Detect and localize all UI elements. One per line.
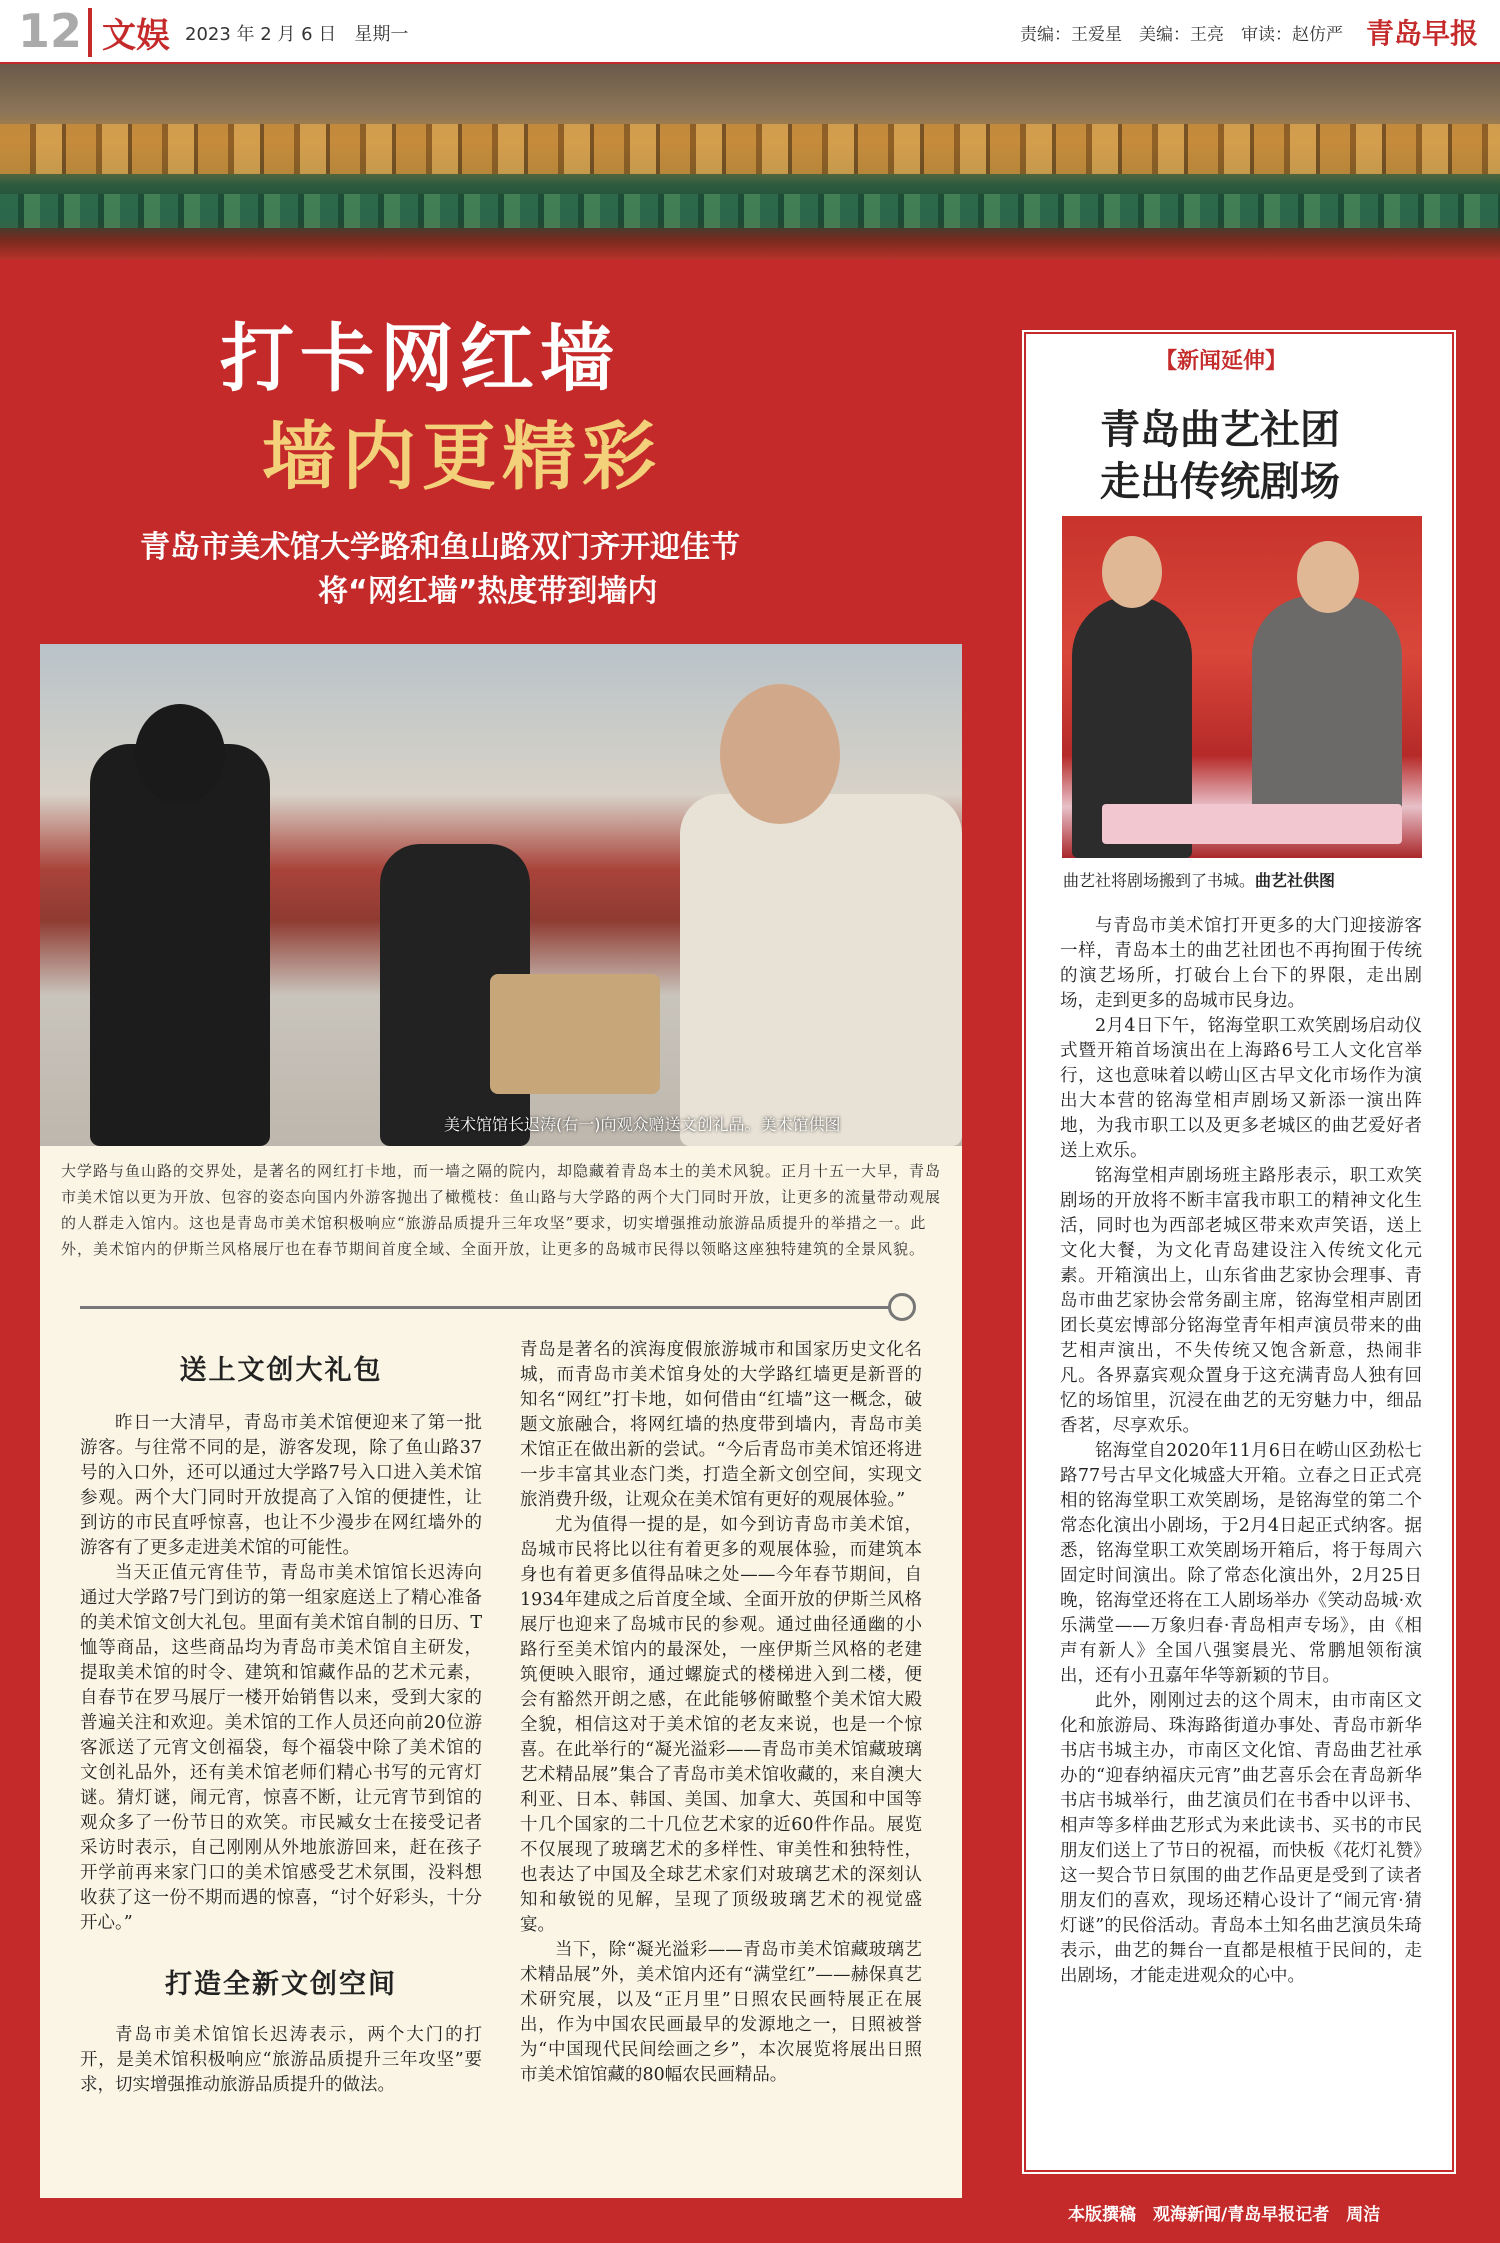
main-photo (40, 644, 962, 1146)
newspaper-logo: 青岛早报 (1366, 17, 1479, 50)
article-paragraph: 当下，除“凝光溢彩——青岛市美术馆藏玻璃艺术精品展”外，美术馆内还有“满堂红”——赫保真艺术研究展，以及“正月里”日照农民画特展正在展出，作为中国农民画最早的发源地之一，日照被誉为“中国现代民间绘画之乡”，本次展览将展出日照市美术馆馆藏的80幅农民画精品。 (520, 1940, 922, 2085)
photo-gift-bag (490, 974, 660, 1094)
subheadline-line2: 将“网红墙”热度带到墙内 (318, 574, 658, 609)
article-paragraph: 青岛是著名的滨海度假旅游城市和国家历史文化名城，而青岛市美术馆身处的大学路红墙更是新晋的知名“网红”打卡地，如何借由“红墙”这一概念，破题文旅融合，将网红墙的热度带到墙内，青岛市美术馆正在做出新的尝试。“今后青岛市美术馆还将进一步丰富其业态门类，打造全新文创空间，实现文旅消费升级，让观众在美术馆有更好的观展体验。” (520, 1340, 922, 1510)
section-heading-1: 送上文创大礼包 (179, 1355, 383, 1386)
article-lede: 大学路与鱼山路的交界处，是著名的网红打卡地，而一墙之隔的院内，却隐藏着青岛本土的美术风貌。正月十五一大早，青岛市美术馆以更为开放、包容的姿态向国内外游客抛出了橄榄枝：鱼山路与大学路的两个大门同时开放，让更多的流量带动观展的人群走入馆内。这也是青岛市美术馆积极响应“旅游品质提升三年攻坚”要求，切实增强推动旅游品质提升的举措之一。此外，美术馆内的伊斯兰风格展厅也在春节期间首度全域、全面开放，让更多的岛城市民得以领略这座独特建筑的全景风貌。 (61, 1162, 942, 1258)
article-column-2 (520, 1338, 922, 2088)
photo-figure-left (90, 744, 270, 1146)
sidebar-title-line2: 走出传统剧场 (1100, 458, 1340, 505)
subheadline-line1: 青岛市美术馆大学路和鱼山路双门齐开迎佳节 (140, 530, 740, 565)
byline-credit: 本版撰稿 观海新闻/青岛早报记者 周洁 (1068, 2205, 1381, 2225)
photo-performer-right (1252, 596, 1402, 836)
photo-figure-right (680, 794, 962, 1146)
issue-date: 2023 年 2 月 6 日 星期一 (185, 24, 409, 45)
section-name: 文娱 (88, 8, 170, 57)
divider-circle (888, 1293, 916, 1321)
article-paragraph: 尤为值得一提的是，如今到访青岛市美术馆，岛城市民将比以往有着更多的观展体验，而建筑本身也有着更多值得品味之处——今年春节期间，自1934年建成之后首度全域、全面开放的伊斯兰风格展厅也迎来了岛城市民的参观。通过曲径通幽的小路行至美术馆内的最深处，一座伊斯兰风格的老建筑便映入眼帘，通过螺旋式的楼梯进入到二楼，便会有豁然开朗之感，在此能够俯瞰整个美术馆大殿全貌，相信这对于美术馆的老友来说，也是一个惊喜。在此举行的“凝光溢彩——青岛市美术馆藏玻璃艺术精品展”集合了青岛市美术馆收藏的，来自澳大利亚、日本、韩国、美国、加拿大、英国和中国等十几个国家的二十几位艺术家的近60件作品。展览不仅展现了玻璃艺术的多样性、审美性和独特性，也表达了中国及全球艺术家们对玻璃艺术的深刻认知和敏锐的见解，呈现了顶级玻璃艺术的视觉盛宴。 (520, 1515, 922, 1935)
roof-tiles (0, 124, 1500, 174)
sidebar-photo-credit: 曲艺社供图 (1255, 871, 1336, 890)
main-photo-caption: 美术馆馆长迟涛(右一)向观众赠送文创礼品。美术馆供图 (444, 1115, 841, 1134)
article-paragraph: 昨日一大清早，青岛市美术馆便迎来了第一批游客。与往常不同的是，游客发现，除了鱼山路37号的入口外，还可以通过大学路7号入口进入美术馆参观。两个大门同时开放提高了入馆的便捷性，让到访的市民直呼惊喜，也让不少漫步在网红墙外的游客有了更多走进美术馆的可能性。 (80, 1413, 482, 1558)
sidebar-paragraph: 2月4日下午，铭海堂职工欢笑剧场启动仪式暨开箱首场演出在上海路6号工人文化宫举行，这也意味着以崂山区古早文化市场作为演出大本营的铭海堂相声剧场又新添一演出阵地，为我市职工以及更多老城区的曲艺爱好者送上欢乐。 (1060, 1016, 1422, 1161)
sidebar-paragraph: 铭海堂自2020年11月6日在崂山区劲松七路77号古早文化城盛大开箱。立春之日正式亮相的铭海堂职工欢笑剧场，是铭海堂的第二个常态化演出小剧场，于2月4日起正式纳客。据悉，铭海堂职工欢笑剧场开箱后，将于每周六固定时间演出。除了常态化演出外，2月25日晚，铭海堂还将在工人剧场举办《笑动岛城·欢乐满堂——万象归春·青岛相声专场》，由《相声有新人》全国八强窦晨光、常鹏旭领衔演出，还有小丑嘉年华等新颖的节目。 (1060, 1441, 1422, 1686)
page-header (0, 0, 1500, 64)
roof-banner-image (0, 64, 1500, 260)
article-paragraph: 当天正值元宵佳节，青岛市美术馆馆长迟涛向通过大学路7号门到访的第一组家庭送上了精心准备的美术馆文创大礼包。里面有美术馆自制的日历、T恤等商品，这些商品均为青岛市美术馆自主研发，提取美术馆的时令、建筑和馆藏作品的艺术元素，自春节在罗马展厅一楼开始销售以来，受到大家的普遍关注和欢迎。美术馆的工作人员还向前20位游客派送了元宵文创福袋，每个福袋中除了美术馆的文创礼品外，还有美术馆老师们精心书写的元宵灯谜。猜灯谜，闹元宵，惊喜不断，让元宵节到馆的观众多了一份节日的欢笑。市民臧女士在接受记者采访时表示，自己刚刚从外地旅游回来，赶在孩子开学前再来家门口的美术馆感受艺术氛围，没料想收获了这一份不期而遇的惊喜，“讨个好彩头，十分开心。” (80, 1563, 482, 1933)
headline-line1: 打卡网红墙 (220, 316, 620, 402)
photo-figure-right-head (720, 684, 840, 824)
editor-credits: 责编：王爱星 美编：王亮 审读：赵仿严 (1020, 25, 1343, 45)
photo-performer-left-head (1102, 536, 1162, 608)
article-column-1 (80, 1348, 482, 2098)
sidebar-tag: 【新闻延伸】 (1155, 349, 1288, 374)
roof-beam (0, 194, 1500, 228)
sidebar-paragraph: 铭海堂相声剧场班主路彤表示，职工欢笑剧场的开放将不断丰富我市职工的精神文化生活，同时也为西部老城区带来欢声笑语，送上文化大餐，为文化青岛建设注入传统文化元素。开箱演出上，山东省曲艺家协会理事、青岛市曲艺家协会常务副主席，铭海堂相声剧团团长莫宏博部分铭海堂青年相声演员带来的曲艺相声演出，不失传统又饱含新意，热闹非凡。各界嘉宾观众置身于这充满青岛人独有回忆的场馆里，沉浸在曲艺的无穷魅力中，细品香茗，尽享欢乐。 (1060, 1166, 1422, 1436)
sidebar-title-line1: 青岛曲艺社团 (1100, 406, 1340, 453)
sidebar-paragraph: 与青岛市美术馆打开更多的大门迎接游客一样，青岛本土的曲艺社团也不再拘囿于传统的演艺场所，打破台上台下的界限，走出剧场，走到更多的岛城市民身边。 (1060, 916, 1422, 1011)
sidebar-photo (1062, 516, 1422, 858)
sidebar-paragraph: 此外，刚刚过去的这个周末，由市南区文化和旅游局、珠海路街道办事处、青岛市新华书店书城主办，市南区文化馆、青岛曲艺社承办的“迎春纳福庆元宵”曲艺喜乐会在青岛新华书店书城举行，曲艺演员们在书香中以评书、相声等多样曲艺形式为来此读书、买书的市民朋友们送上了节日的祝福，而快板《花灯礼赞》这一契合节日氛围的曲艺作品更是受到了读者朋友们的喜欢，现场还精心设计了“闹元宵·猜灯谜”的民俗活动。青岛本土知名曲艺演员朱琦表示，曲艺的舞台一直都是根植于民间的，走出剧场，才能走进观众的心中。 (1060, 1691, 1422, 1986)
sidebar-article (1060, 914, 1422, 1989)
photo-performer-right-head (1297, 541, 1359, 613)
headline-line2: 墙内更精彩 (262, 414, 662, 500)
section-heading-2: 打造全新文创空间 (165, 1969, 397, 2000)
sidebar-photo-caption: 曲艺社将剧场搬到了书城。曲艺社供图 (1063, 871, 1336, 890)
photo-table (1102, 804, 1402, 844)
article-paragraph: 青岛市美术馆馆长迟涛表示，两个大门的打开，是美术馆积极响应“旅游品质提升三年攻坚”要求，切实增强推动旅游品质提升的做法。 (80, 2025, 482, 2095)
page-number: 12 (18, 4, 83, 58)
photo-figure-left-head (135, 704, 225, 804)
decorative-divider (80, 1306, 902, 1309)
